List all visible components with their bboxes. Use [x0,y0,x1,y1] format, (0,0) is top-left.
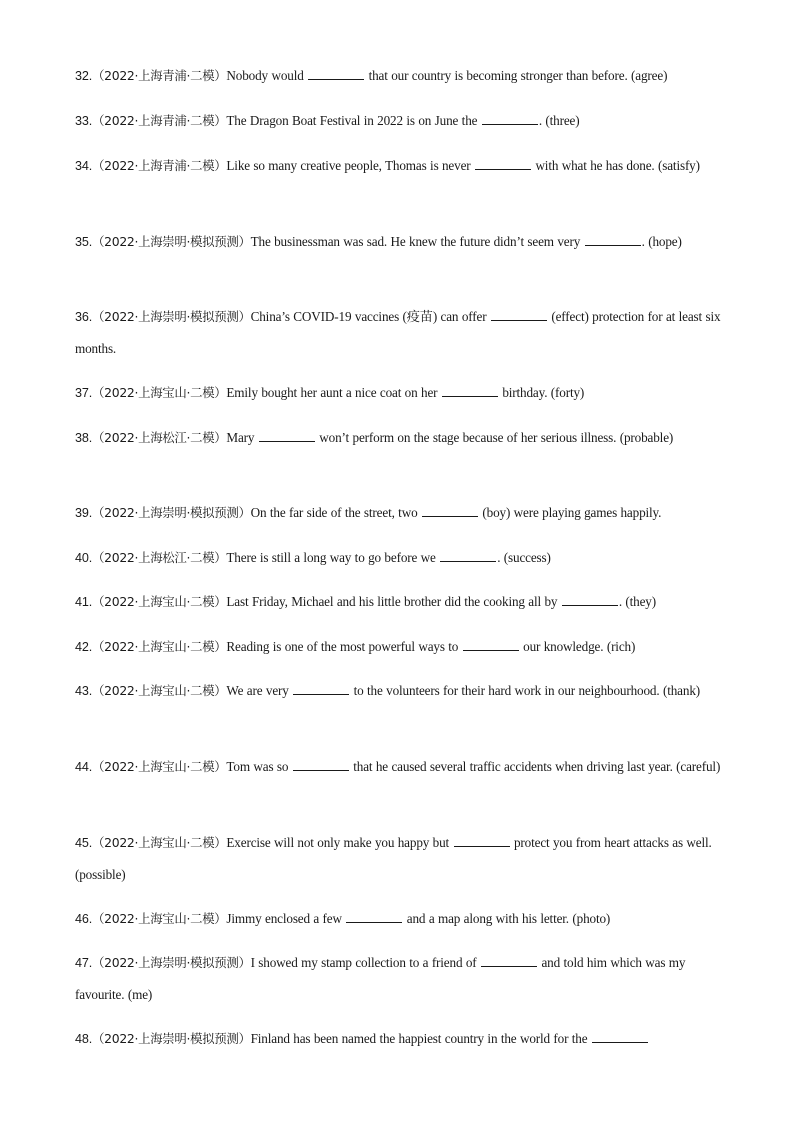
question-43 [75,675,725,707]
question-text-before: There is still a long way to go before we [226,550,436,565]
question-text-after: protect you from heart attacks as well. (possible) [75,835,712,882]
question-text-after: . (success) [497,550,551,565]
question-text-before: Tom was so [226,759,289,774]
question-text-before: Last Friday, Michael and his little brother did the cooking all by [226,594,558,609]
question-source: （2022·上海青浦·二模） [92,113,227,128]
question-source: （2022·上海崇明·模拟预测） [92,955,251,970]
question-36 [75,301,725,364]
question-text-after: . (three) [538,113,580,128]
question-number: 38. [75,431,93,445]
question-number: 35. [75,235,93,249]
question-number: 48. [75,1032,93,1046]
question-46 [75,903,725,935]
question-number: 37. [75,386,93,400]
question-text-before: Exercise will not only make you happy but [226,835,450,850]
question-text-after: our knowledge. (rich) [523,639,636,654]
question-text-after: birthday. (forty) [502,385,585,400]
question-text-after: (effect) protection for at least six months. [75,309,721,356]
question-text-after: and a map along with his letter. (photo) [406,911,611,926]
question-text-before: I showed my stamp collection to a friend of [250,955,477,970]
question-text-after: . (hope) [641,234,682,249]
question-text-before: The Dragon Boat Festival in 2022 is on June the [226,113,478,128]
answer-blank[interactable] [346,909,402,923]
answer-blank[interactable] [562,592,618,606]
question-source: （2022·上海宝山·二模） [92,594,227,609]
question-source: （2022·上海宝山·二模） [92,835,227,850]
question-text-after: with what he has done. (satisfy) [535,158,700,173]
question-source: （2022·上海松江·二模） [92,550,227,565]
question-number: 42. [75,640,93,654]
question-44 [75,751,725,783]
question-source: （2022·上海宝山·二模） [92,759,227,774]
question-number: 32. [75,69,93,83]
question-number: 43. [75,684,93,698]
question-32 [75,60,725,92]
answer-blank[interactable] [454,833,510,847]
question-text-before: Jimmy enclosed a few [226,911,342,926]
question-text-before: Finland has been named the happiest country in the world for the [250,1031,588,1046]
question-source: （2022·上海松江·二模） [92,430,227,445]
question-source: （2022·上海崇明·模拟预测） [92,309,251,324]
question-text-after: that he caused several traffic accidents when driving last year. (careful) [353,759,721,774]
question-text-before: China’s COVID-19 vaccines (疫苗) can offer [250,309,487,324]
answer-blank[interactable] [259,428,315,442]
question-text-before: Like so many creative people, Thomas is never [226,158,471,173]
question-text-after: to the volunteers for their hard work in our neighbourhood. (thank) [353,683,701,698]
question-text-before: Emily bought her aunt a nice coat on her [226,385,438,400]
question-source: （2022·上海宝山·二模） [92,639,227,654]
question-40 [75,542,725,574]
question-41 [75,586,725,618]
question-39 [75,497,725,529]
question-text-after: won’t perform on the stage because of her serious illness. (probable) [319,430,674,445]
question-35 [75,226,725,258]
answer-blank[interactable] [308,66,364,80]
question-source: （2022·上海崇明·模拟预测） [92,234,251,249]
question-source: （2022·上海青浦·二模） [92,158,227,173]
question-33 [75,105,725,137]
question-text-after: that our country is becoming stronger than before. (agree) [368,68,668,83]
question-text-after: (boy) were playing games happily. [482,505,662,520]
question-number: 45. [75,836,93,850]
answer-blank[interactable] [475,156,531,170]
question-source: （2022·上海宝山·二模） [92,683,227,698]
question-number: 39. [75,506,93,520]
question-number: 40. [75,551,93,565]
question-text-before: Reading is one of the most powerful ways to [226,639,459,654]
question-45 [75,827,725,890]
question-37 [75,377,725,409]
question-text-before: Mary [226,430,255,445]
question-source: （2022·上海青浦·二模） [92,68,227,83]
answer-blank[interactable] [585,232,641,246]
answer-blank[interactable] [463,637,519,651]
question-number: 47. [75,956,93,970]
question-42 [75,631,725,663]
answer-blank[interactable] [293,681,349,695]
question-number: 36. [75,310,93,324]
question-number: 34. [75,159,93,173]
question-number: 33. [75,114,93,128]
answer-blank[interactable] [592,1029,648,1043]
question-number: 41. [75,595,93,609]
answer-blank[interactable] [422,503,478,517]
question-47 [75,947,725,1010]
question-text-after: . (they) [618,594,656,609]
question-source: （2022·上海崇明·模拟预测） [92,1031,251,1046]
question-text-before: On the far side of the street, two [250,505,418,520]
question-text-before: We are very [226,683,289,698]
question-38 [75,422,725,454]
question-number: 44. [75,760,93,774]
question-text-before: Nobody would [226,68,304,83]
answer-blank[interactable] [293,757,349,771]
answer-blank[interactable] [442,383,498,397]
question-source: （2022·上海崇明·模拟预测） [92,505,251,520]
answer-blank[interactable] [491,307,547,321]
question-text-before: The businessman was sad. He knew the future didn’t seem very [250,234,581,249]
question-48 [75,1023,725,1055]
question-source: （2022·上海宝山·二模） [92,385,227,400]
question-number: 46. [75,912,93,926]
question-source: （2022·上海宝山·二模） [92,911,227,926]
answer-blank[interactable] [440,548,496,562]
question-34 [75,150,725,182]
question-text-after: and told him which was my favourite. (me) [75,955,686,1002]
answer-blank[interactable] [481,953,537,967]
answer-blank[interactable] [482,111,538,125]
